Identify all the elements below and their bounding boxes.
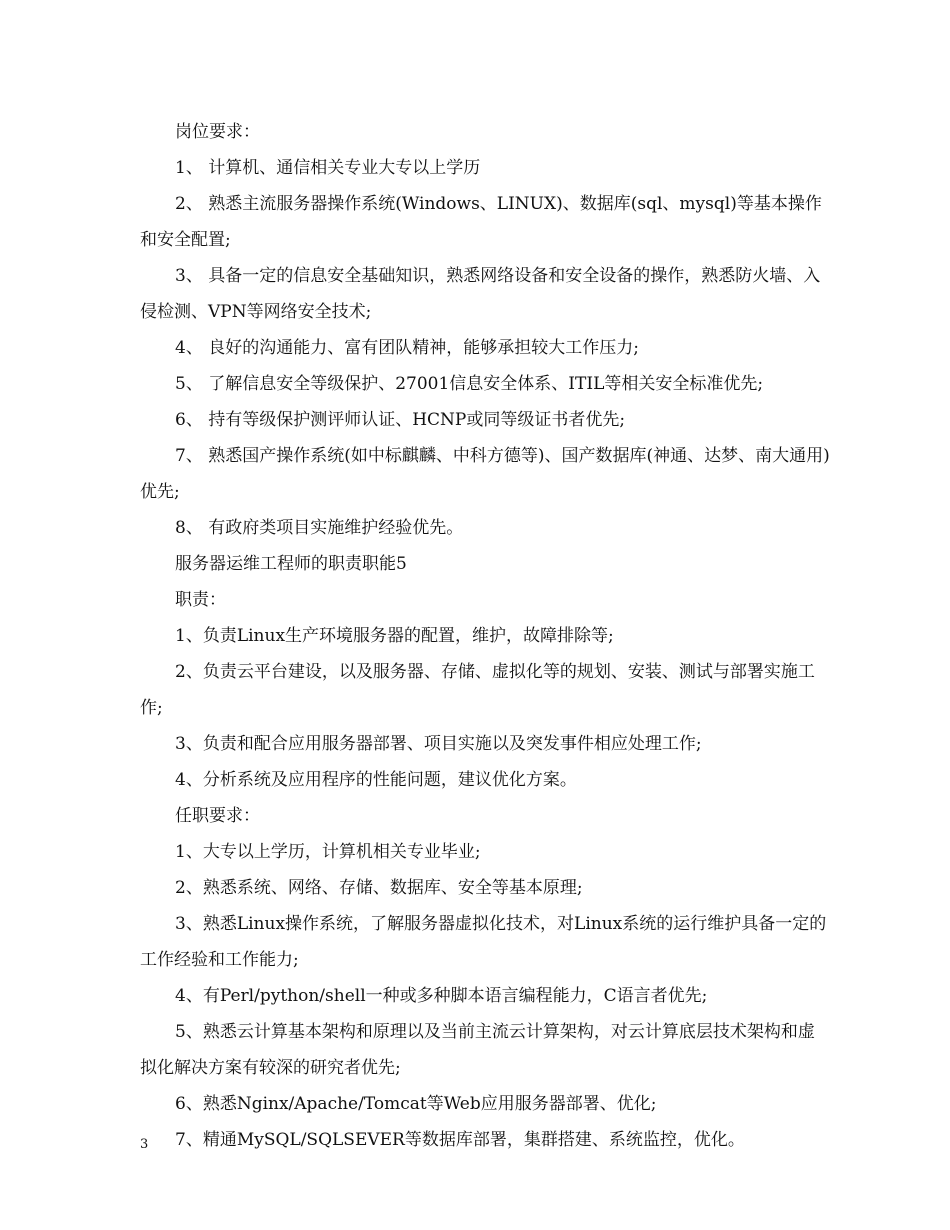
paragraph: 职责：: [175, 590, 226, 610]
paragraph: 8、 有政府类项目实施维护经验优先。: [175, 518, 464, 538]
paragraph: 6、 持有等级保护测评师认证、HCNP或同等级证书者优先;: [175, 410, 626, 430]
paragraph: 1、 计算机、通信相关专业大专以上学历: [175, 158, 481, 178]
paragraph: 岗位要求：: [175, 122, 260, 142]
paragraph: 2、负责云平台建设，以及服务器、存储、虚拟化等的规划、安装、测试与部署实施工作;: [140, 662, 815, 718]
paragraph: 5、熟悉云计算基本架构和原理以及当前主流云计算架构，对云计算底层技术架构和虚拟化解决方案有较深的研究者优先;: [140, 1022, 815, 1078]
paragraph: 3、负责和配合应用服务器部署、项目实施以及突发事件相应处理工作;: [175, 734, 702, 754]
page-number: 3: [140, 1137, 149, 1152]
paragraph: 2、 熟悉主流服务器操作系统(Windows、LINUX)、数据库(sql、mysql)等基本操作和安全配置;: [140, 194, 822, 250]
paragraph: 4、分析系统及应用程序的性能问题，建议优化方案。: [175, 770, 577, 790]
paragraph: 7、 熟悉国产操作系统(如中标麒麟、中科方德等)、国产数据库(神通、达梦、南大通用)优先;: [140, 446, 830, 502]
paragraph: 7、精通MySQL/SQLSEVER等数据库部署，集群搭建、系统监控，优化。: [175, 1130, 745, 1150]
paragraph: 3、熟悉Linux操作系统，了解服务器虚拟化技术，对Linux系统的运行维护具备一定的工作经验和工作能力;: [140, 914, 827, 970]
paragraph: 1、负责Linux生产环境服务器的配置，维护，故障排除等;: [175, 626, 614, 646]
paragraph: 服务器运维工程师的职责职能5: [175, 554, 407, 574]
paragraph: 6、熟悉Nginx/Apache/Tomcat等Web应用服务器部署、优化;: [175, 1094, 657, 1114]
paragraph: 5、 了解信息安全等级保护、27001信息安全体系、ITIL等相关安全标准优先;: [175, 374, 764, 394]
paragraph: 4、 良好的沟通能力、富有团队精神，能够承担较大工作压力;: [175, 338, 639, 358]
paragraph: 4、有Perl/python/shell一种或多种脚本语言编程能力，C语言者优先;: [175, 986, 708, 1006]
paragraph: 任职要求：: [175, 806, 260, 826]
paragraph: 2、熟悉系统、网络、存储、数据库、安全等基本原理;: [175, 878, 583, 898]
paragraph: 3、 具备一定的信息安全基础知识，熟悉网络设备和安全设备的操作，熟悉防火墙、入侵检测、VPN等网络安全技术;: [140, 266, 821, 322]
paragraph: 1、大专以上学历，计算机相关专业毕业;: [175, 842, 481, 862]
document-body: [140, 114, 830, 1158]
